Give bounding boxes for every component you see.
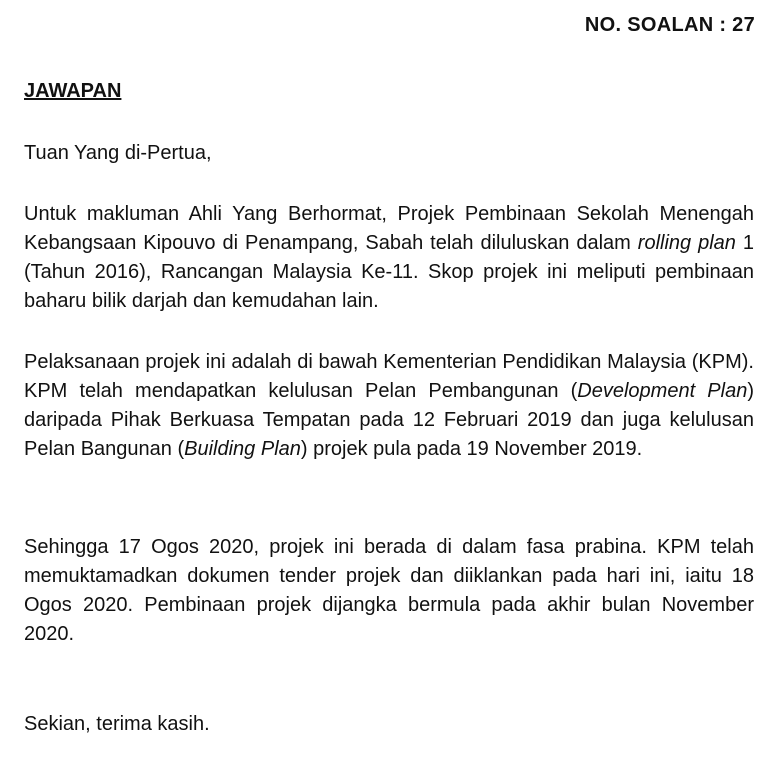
question-number: NO. SOALAN : 27 xyxy=(584,14,755,36)
closing-remark: Sekian, terima kasih. xyxy=(24,713,210,735)
paragraph-approval xyxy=(24,200,754,316)
paragraph-implementation-text-c: ) projek pula pada 19 November 2019. xyxy=(300,438,643,460)
paragraph-status: Sehingga 17 Ogos 2020, projek ini berada di dalam fasa prabina. KPM telah memuktamadkan dokumen tender projek dan diiklankan pada hari ini, iaitu 18 Ogos 2020. Pembinaan projek dijangka bermula pada akhir bulan November 2020. xyxy=(24,536,754,645)
paragraph-implementation-text-b: ) daripada Pihak Berkuasa Tempatan pada 12 Februari 2019 dan juga kelulusan Pelan Bangunan ( xyxy=(24,380,754,460)
term-building-plan: Building Plan xyxy=(184,438,301,460)
answer-heading: JAWAPAN xyxy=(24,80,122,102)
paragraph-approval-text-b: 1 (Tahun 2016), Rancangan Malaysia Ke-11. Skop projek ini meliputi pembinaan baharu bilik darjah dan kemudahan lain. xyxy=(24,232,754,312)
paragraph-implementation-text-a: Pelaksanaan projek ini adalah di bawah Kementerian Pendidikan Malaysia (KPM). KPM telah mendapatkan kelulusan Pelan Pembangunan ( xyxy=(24,351,754,402)
term-rolling-plan: rolling plan xyxy=(637,232,736,254)
paragraph-approval-text-a: Untuk makluman Ahli Yang Berhormat, Projek Pembinaan Sekolah Menengah Kebangsaan Kipouvo di Penampang, Sabah telah diluluskan dalam xyxy=(24,203,754,254)
paragraph-implementation xyxy=(24,348,754,464)
salutation: Tuan Yang di-Pertua, xyxy=(24,142,212,164)
term-development-plan: Development Plan xyxy=(577,380,748,402)
